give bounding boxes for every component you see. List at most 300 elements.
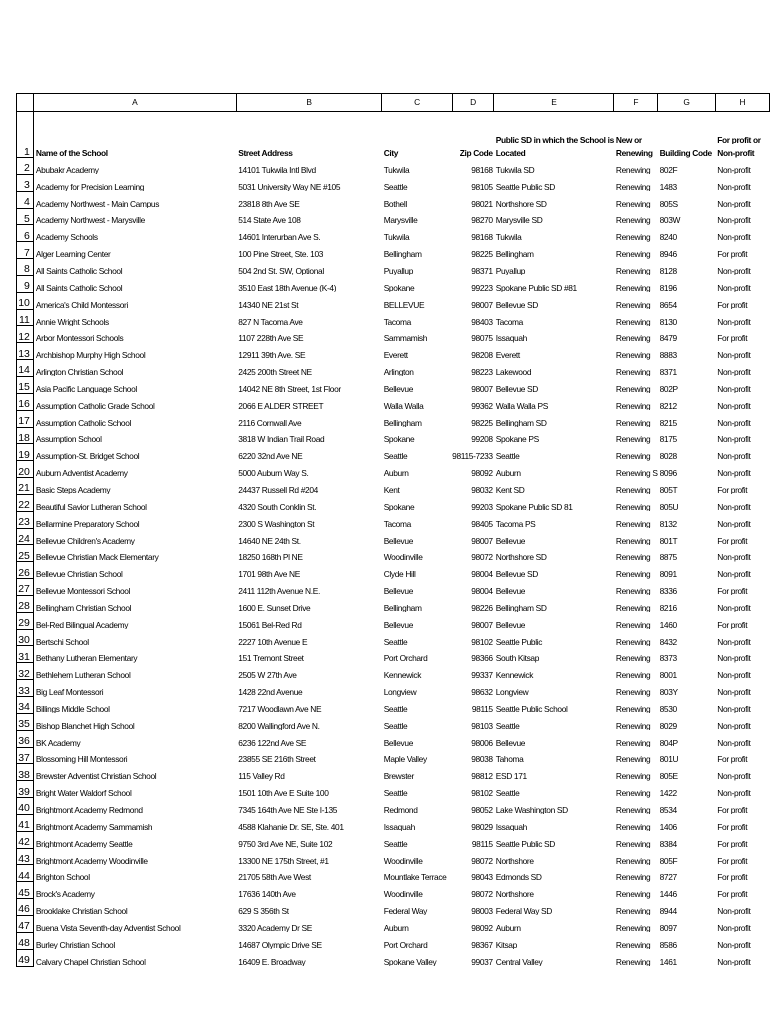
city: Bellevue xyxy=(383,586,414,596)
table-row xyxy=(17,629,770,646)
table-row xyxy=(17,427,770,444)
street-address: 16409 E. Broadway xyxy=(238,956,306,966)
profit-status: Non-profit xyxy=(717,232,751,242)
row-number: 30 xyxy=(17,629,34,646)
school-name: Archbishop Murphy High School xyxy=(35,350,146,360)
row-number: 42 xyxy=(17,831,34,848)
school-name: Brightmont Academy Seattle xyxy=(35,838,133,849)
profit-status: Non-profit xyxy=(717,602,751,613)
school-district: ESD 171 xyxy=(495,771,527,781)
table-row xyxy=(17,309,770,326)
row-number: 31 xyxy=(17,646,34,663)
city: Kennewick xyxy=(383,670,422,680)
school-name: Bishop Blanchet High School xyxy=(35,720,135,731)
street-address: 4588 Klahanie Dr. SE, Ste. 401 xyxy=(238,821,344,832)
zip-code: 98168 xyxy=(471,232,493,242)
city: Spokane xyxy=(383,282,415,293)
column-header-h: H xyxy=(715,94,769,112)
building-code: 8432 xyxy=(659,636,677,646)
profit-status: For profit xyxy=(717,754,748,764)
street-address: 1701 98th Ave NE xyxy=(238,569,300,579)
school-name: Brooklake Christian School xyxy=(35,906,128,916)
profit-status: Non-profit xyxy=(717,720,751,731)
street-address: 151 Tremont Street xyxy=(238,653,304,663)
school-district: Everett xyxy=(495,350,520,360)
school-name: Brightmont Academy Sammamish xyxy=(35,821,153,832)
street-address: 6220 32nd Ave NE xyxy=(238,451,303,461)
row-number: 8 xyxy=(17,259,34,276)
street-address: 2411 112th Avenue N.E. xyxy=(238,586,320,596)
row-number: 27 xyxy=(17,579,34,596)
zip-code: 98105 xyxy=(471,181,493,192)
school-name: Abubakr Academy xyxy=(35,164,99,175)
renewal-status: Renewing xyxy=(615,906,651,916)
zip-code: 98072 xyxy=(471,855,493,865)
city: Federal Way xyxy=(383,906,427,916)
building-code: 8091 xyxy=(659,569,677,579)
city: Seattle xyxy=(383,703,408,714)
street-address: 17636 140th Ave xyxy=(238,889,296,899)
renewal-status: Renewing xyxy=(615,400,651,411)
street-address: 14042 NE 8th Street, 1st Floor xyxy=(238,383,341,394)
zip-code: 98366 xyxy=(471,653,493,663)
school-name: Bertschi School xyxy=(35,636,89,646)
building-code: 804P xyxy=(659,737,678,748)
street-address: 1600 E. Sunset Drive xyxy=(238,602,311,613)
building-code: 8212 xyxy=(659,400,677,411)
row-number: 25 xyxy=(17,545,34,562)
city: Spokane xyxy=(383,501,415,512)
zip-code: 98102 xyxy=(471,636,493,646)
building-code: 8944 xyxy=(659,906,677,916)
school-district: Lake Washington SD xyxy=(495,805,568,815)
profit-status: Non-profit xyxy=(717,569,751,579)
table-row xyxy=(17,915,770,932)
building-code: 8240 xyxy=(659,232,677,242)
building-code: 803W xyxy=(659,215,681,225)
profit-status: For profit xyxy=(717,872,748,882)
table-row xyxy=(17,612,770,629)
building-code: 8128 xyxy=(659,266,677,276)
table-row xyxy=(17,461,770,478)
school-district: Tacoma xyxy=(495,316,523,326)
table-row xyxy=(17,680,770,697)
street-address: 1107 228th Ave SE xyxy=(238,333,304,343)
zip-code: 98115 xyxy=(471,703,493,714)
profit-status: Non-profit xyxy=(717,906,751,916)
street-address: 9750 3rd Ave NE, Suite 102 xyxy=(238,838,333,849)
city: Arlington xyxy=(383,367,414,377)
city: Longview xyxy=(383,687,417,697)
school-name: America's Child Montessori xyxy=(35,299,128,310)
school-name: Bellevue Christian Mack Elementary xyxy=(35,552,159,562)
building-code: 803Y xyxy=(659,687,678,697)
table-row xyxy=(17,174,770,191)
renewal-status: Renewing xyxy=(615,249,651,259)
zip-code: 98405 xyxy=(471,518,493,529)
school-district: Seattle xyxy=(495,720,520,731)
building-code: 1406 xyxy=(659,821,677,832)
renewal-status: Renewing xyxy=(615,872,651,882)
table-row xyxy=(17,713,770,730)
building-code: 8727 xyxy=(659,872,677,882)
zip-code: 99208 xyxy=(471,434,493,444)
table-row xyxy=(17,545,770,562)
city: Bellevue xyxy=(383,737,414,748)
school-name: Alger Learning Center xyxy=(35,249,111,259)
school-name: Brock's Academy xyxy=(35,889,95,899)
table-row xyxy=(17,831,770,848)
profit-status: Non-profit xyxy=(717,771,751,781)
school-name: Asia Pacific Language School xyxy=(35,383,137,394)
street-address: 1501 10th Ave E Suite 100 xyxy=(238,788,329,798)
building-code: 805S xyxy=(659,198,678,209)
building-code: 8175 xyxy=(659,434,677,444)
street-address: 15061 Bel-Red Rd xyxy=(238,619,302,630)
profit-status: Non-profit xyxy=(717,434,751,444)
city: Port Orchard xyxy=(383,939,428,950)
street-address: 14101 Tukwila Intl Blvd xyxy=(238,164,316,175)
renewal-status: Renewing xyxy=(615,788,651,798)
school-district: Bellevue SD xyxy=(495,383,538,394)
building-code: 8215 xyxy=(659,417,677,427)
school-district: Northshore xyxy=(495,855,534,865)
street-address: 14340 NE 21st St xyxy=(238,299,299,310)
table-row xyxy=(17,697,770,714)
city: Seattle xyxy=(383,636,408,646)
table-row xyxy=(17,444,770,461)
school-name: Arlington Christian School xyxy=(35,367,124,377)
school-district: Tukwila xyxy=(495,232,522,242)
school-name: Big Leaf Montessori xyxy=(35,687,104,697)
renewal-status: Renewing xyxy=(615,855,651,865)
school-name: Auburn Adventist Academy xyxy=(35,468,128,478)
profit-status: Non-profit xyxy=(717,181,751,192)
renewal-status: Renewing xyxy=(615,670,651,680)
school-district: Seattle xyxy=(495,451,520,461)
zip-code: 98007 xyxy=(471,299,493,310)
school-name: Bethany Lutheran Elementary xyxy=(35,653,138,663)
street-address: 3818 W Indian Trail Road xyxy=(238,434,325,444)
renewal-status: Renewing xyxy=(615,316,651,326)
table-row xyxy=(17,158,770,175)
city: Seattle xyxy=(383,838,408,849)
table-row xyxy=(17,663,770,680)
renewal-status: Renewing xyxy=(615,569,651,579)
table-row xyxy=(17,326,770,343)
renewal-status: Renewing xyxy=(615,737,651,748)
renewal-status: Renewing xyxy=(615,703,651,714)
building-code: 8028 xyxy=(659,451,677,461)
renewal-status: Renewing xyxy=(615,939,651,950)
zip-code: 99037 xyxy=(471,956,493,966)
city: Maple Valley xyxy=(383,754,427,764)
school-name: Beautiful Savior Lutheran School xyxy=(35,501,147,512)
zip-code: 98038 xyxy=(471,754,493,764)
table-row xyxy=(17,579,770,596)
school-name: Academy Northwest - Main Campus xyxy=(35,198,160,209)
table-row xyxy=(17,646,770,663)
renewal-status: Renewing xyxy=(615,602,651,613)
table-row xyxy=(17,225,770,242)
profit-status: For profit xyxy=(717,586,748,596)
profit-status: For profit xyxy=(717,838,748,849)
street-address: 24437 Russell Rd #204 xyxy=(238,484,318,495)
city: Tacoma xyxy=(383,316,411,326)
city: Spokane xyxy=(383,434,415,444)
renewal-status: Renewing xyxy=(615,754,651,764)
building-code: 805U xyxy=(659,501,679,512)
profit-status: Non-profit xyxy=(717,215,751,225)
renewal-status: Renewing xyxy=(615,484,651,495)
renewal-status: Renewing xyxy=(615,636,651,646)
street-address: 23855 SE 216th Street xyxy=(238,754,316,764)
school-name: All Saints Catholic School xyxy=(35,266,123,276)
header-renew-line1: New or xyxy=(615,134,642,144)
row-number: 11 xyxy=(17,309,34,326)
street-address: 18250 168th Pl NE xyxy=(238,552,303,562)
school-name: Assumption Catholic School xyxy=(35,417,132,427)
row-number: 41 xyxy=(17,814,34,831)
profit-status: Non-profit xyxy=(717,266,751,276)
school-district: Kent SD xyxy=(495,484,525,495)
school-district: Tukwila SD xyxy=(495,164,535,175)
school-name: Assumption-St. Bridget School xyxy=(35,451,140,461)
profit-status: Non-profit xyxy=(717,468,751,478)
zip-code: 98092 xyxy=(471,468,493,478)
zip-code: 98632 xyxy=(471,687,493,697)
school-district: Bellingham SD xyxy=(495,602,547,613)
building-code: 805T xyxy=(659,484,678,495)
school-district: Seattle Public SD xyxy=(495,181,555,192)
renewal-status: Renewing xyxy=(615,720,651,731)
row-number: 10 xyxy=(17,292,34,309)
renewal-status: Renewing xyxy=(615,687,651,697)
building-code: 802P xyxy=(659,383,678,394)
building-code: 8196 xyxy=(659,282,677,293)
building-code: 801T xyxy=(659,535,678,545)
header-renew-line2: Renewing xyxy=(615,148,653,158)
table-row xyxy=(17,511,770,528)
school-district: Marysville SD xyxy=(495,215,543,225)
building-code: 8216 xyxy=(659,602,677,613)
zip-code: 98072 xyxy=(471,889,493,899)
table-row xyxy=(17,410,770,427)
profit-status: Non-profit xyxy=(717,922,751,933)
street-address: 4320 South Conklin St. xyxy=(238,501,317,512)
renewal-status: Renewing xyxy=(615,771,651,781)
column-header-row xyxy=(17,94,770,112)
building-code: 8373 xyxy=(659,653,677,663)
street-address: 2227 10th Avenue E xyxy=(238,636,308,646)
row-number: 48 xyxy=(17,932,34,949)
renewal-status: Renewing xyxy=(615,451,651,461)
school-district: Auburn xyxy=(495,922,521,933)
zip-code: 98007 xyxy=(471,619,493,630)
school-district: Bellevue xyxy=(495,586,526,596)
school-district: Bellevue xyxy=(495,737,526,748)
building-code: 805F xyxy=(659,855,678,865)
row-number: 3 xyxy=(17,174,34,191)
school-district: Issaquah xyxy=(495,333,527,343)
city: Bellevue xyxy=(383,383,414,394)
zip-code: 98115 xyxy=(471,838,493,849)
renewal-status: Renewing xyxy=(615,198,651,209)
table-row xyxy=(17,376,770,393)
renewal-status: Renewing xyxy=(615,653,651,663)
row-number: 13 xyxy=(17,343,34,360)
city: Auburn xyxy=(383,922,409,933)
corner-cell xyxy=(17,94,34,112)
renewal-status: Renewing xyxy=(615,215,651,225)
building-code: 8946 xyxy=(659,249,677,259)
building-code: 8586 xyxy=(659,939,677,950)
profit-status: For profit xyxy=(717,299,748,310)
street-address: 14601 Interurban Ave S. xyxy=(238,232,321,242)
building-code: 1446 xyxy=(659,889,677,899)
school-district: Bellevue SD xyxy=(495,569,538,579)
city: Kent xyxy=(383,484,400,495)
zip-code: 98208 xyxy=(471,350,493,360)
building-code: 8479 xyxy=(659,333,677,343)
renewal-status: Renewing xyxy=(615,922,651,933)
street-address: 1428 22nd Avenue xyxy=(238,687,303,697)
school-district: Tahoma xyxy=(495,754,524,764)
header-city: City xyxy=(383,148,399,158)
school-district: Bellingham SD xyxy=(495,417,547,427)
street-address: 14640 NE 24th St. xyxy=(238,535,301,545)
renewal-status: Renewing xyxy=(615,838,651,849)
header-profit-line2: Non-profit xyxy=(717,148,755,158)
school-district: Seattle Public School xyxy=(495,703,568,714)
profit-status: Non-profit xyxy=(717,788,751,798)
school-district: Federal Way SD xyxy=(495,906,552,916)
city: Woodinville xyxy=(383,552,423,562)
table-row xyxy=(17,242,770,259)
city: Bellevue xyxy=(383,619,414,630)
city: Tukwila xyxy=(383,232,410,242)
zip-code: 99223 xyxy=(471,282,493,293)
profit-status: For profit xyxy=(717,805,748,815)
row-number: 49 xyxy=(17,949,34,966)
school-name: Arbor Montessori Schools xyxy=(35,333,124,343)
profit-status: Non-profit xyxy=(717,670,751,680)
street-address: 2425 200th Street NE xyxy=(238,367,312,377)
profit-status: Non-profit xyxy=(717,653,751,663)
profit-status: For profit xyxy=(717,855,748,865)
school-name: All Saints Catholic School xyxy=(35,282,123,293)
renewal-status: Renewing xyxy=(615,805,651,815)
renewal-status: Renewing xyxy=(615,821,651,832)
school-district: Seattle Public xyxy=(495,636,543,646)
row-number: 20 xyxy=(17,461,34,478)
city: Auburn xyxy=(383,468,409,478)
profit-status: Non-profit xyxy=(717,383,751,394)
row-number: 12 xyxy=(17,326,34,343)
profit-status: Non-profit xyxy=(717,518,751,529)
building-code: 8654 xyxy=(659,299,677,310)
zip-code: 98812 xyxy=(471,771,493,781)
street-address: 6236 122nd Ave SE xyxy=(238,737,307,748)
table-row xyxy=(17,730,770,747)
row-number: 43 xyxy=(17,848,34,865)
street-address: 7217 Woodlawn Ave NE xyxy=(238,703,322,714)
renewal-status: Renewing xyxy=(615,619,651,630)
row-number: 28 xyxy=(17,595,34,612)
renewal-status: Renewing xyxy=(615,232,651,242)
row-number: 17 xyxy=(17,410,34,427)
building-code: 1483 xyxy=(659,181,677,192)
school-district: Longview xyxy=(495,687,529,697)
zip-code: 99337 xyxy=(471,670,493,680)
zip-code: 98092 xyxy=(471,922,493,933)
profit-status: For profit xyxy=(717,333,748,343)
school-name: Academy Schools xyxy=(35,232,98,242)
school-district: Bellingham xyxy=(495,249,534,259)
profit-status: Non-profit xyxy=(717,164,751,175)
column-header-g: G xyxy=(658,94,716,112)
building-code: 8384 xyxy=(659,838,677,849)
street-address: 7345 164th Ave NE Ste I-135 xyxy=(238,805,338,815)
zip-code: 98052 xyxy=(471,805,493,815)
city: Brewster xyxy=(383,771,414,781)
row-number: 33 xyxy=(17,680,34,697)
profit-status: Non-profit xyxy=(717,737,751,748)
row-number: 47 xyxy=(17,915,34,932)
building-code: 802F xyxy=(659,164,678,175)
building-code: 801U xyxy=(659,754,679,764)
renewal-status: Renewing xyxy=(615,299,651,310)
school-district: Northshore xyxy=(495,889,534,899)
building-code: 8029 xyxy=(659,720,677,731)
header-row-line1 xyxy=(17,126,770,144)
city: Seattle xyxy=(383,181,408,192)
street-address: 115 Valley Rd xyxy=(238,771,285,781)
row-number: 16 xyxy=(17,393,34,410)
school-name: Bellevue Montessori School xyxy=(35,586,131,596)
school-district: Northshore SD xyxy=(495,552,547,562)
street-address: 2300 S Washington St xyxy=(238,518,315,529)
school-district: Bellevue SD xyxy=(495,299,538,310)
zip-code: 99362 xyxy=(471,400,493,411)
table-row xyxy=(17,865,770,882)
city: Tukwila xyxy=(383,164,410,175)
zip-code: 98007 xyxy=(471,535,493,545)
building-code: 1422 xyxy=(659,788,677,798)
school-district: Walla Walla PS xyxy=(495,400,548,411)
renewal-status: Renewing xyxy=(615,417,651,427)
building-code: 8883 xyxy=(659,350,677,360)
city: Bellingham xyxy=(383,602,422,613)
street-address: 5031 University Way NE #105 xyxy=(238,181,341,192)
profit-status: Non-profit xyxy=(717,417,751,427)
renewal-status: Renewing xyxy=(615,164,651,175)
blank-row xyxy=(17,112,770,127)
table-row xyxy=(17,848,770,865)
table-row xyxy=(17,882,770,899)
building-code: 8096 xyxy=(659,468,677,478)
profit-status: For profit xyxy=(717,619,748,630)
renewal-status: Renewing xyxy=(615,956,651,966)
school-district: Edmonds SD xyxy=(495,872,542,882)
row-number: 39 xyxy=(17,781,34,798)
school-district: Kennewick xyxy=(495,670,534,680)
row-number: 19 xyxy=(17,444,34,461)
school-name: Basic Steps Academy xyxy=(35,484,111,495)
table-row xyxy=(17,781,770,798)
school-district: Spokane Public SD 81 xyxy=(495,501,573,512)
street-address: 13300 NE 175th Street, #1 xyxy=(238,855,329,865)
